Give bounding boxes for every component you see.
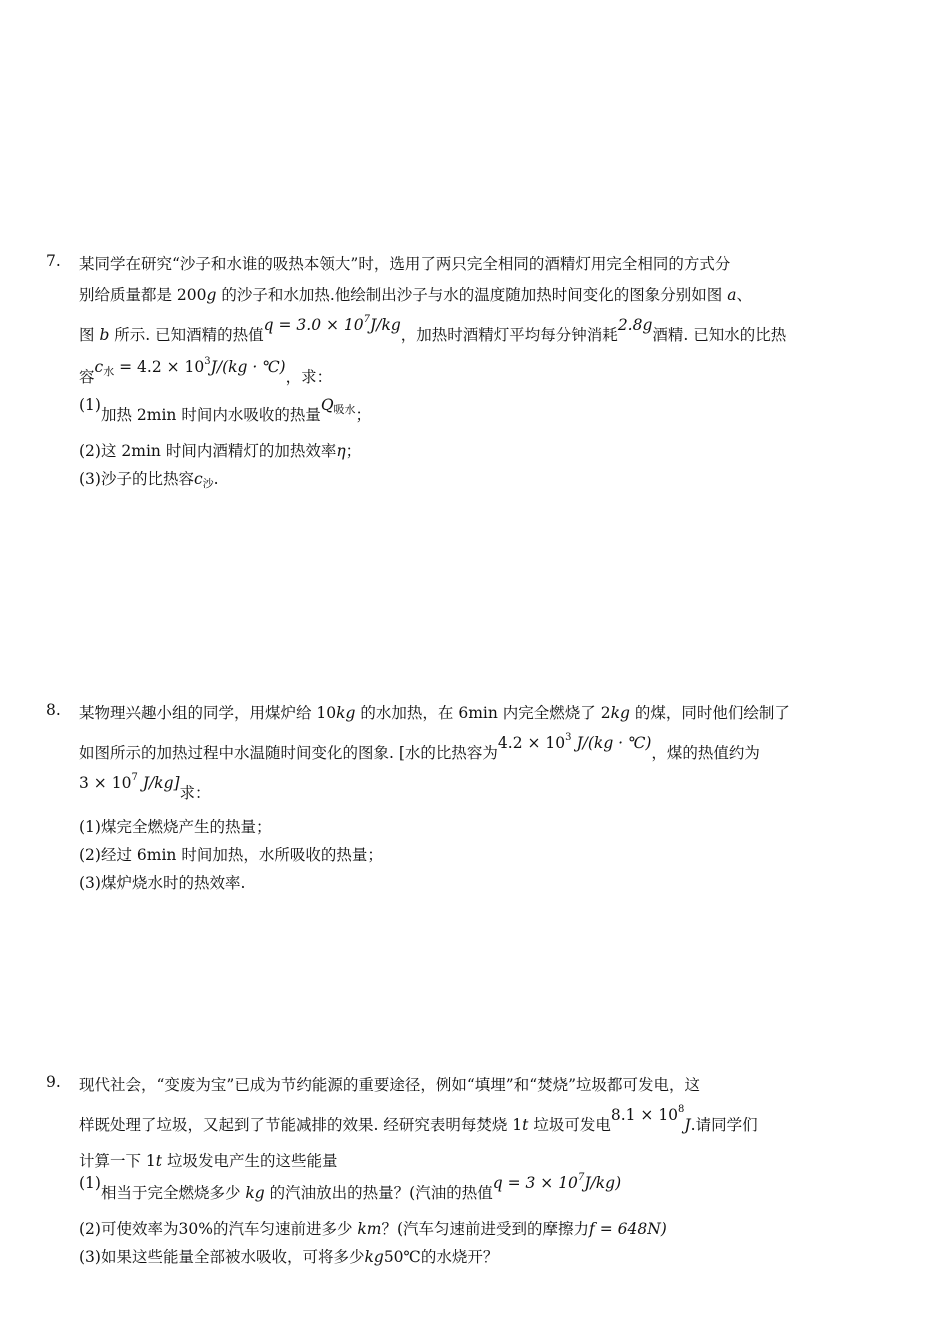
question-number: 7. [46,252,61,270]
question-number: 9. [46,1073,61,1091]
q7-part-3: (3)沙子的比热容c沙. [79,470,219,490]
question-body [79,252,806,489]
q8-line-2: 如图所示的加热过程中水温随时间变化的图象. [水的比热容为$4.2 \times 10^3$ J/(kg · ℃)，煤的热值约为 [79,732,760,762]
energy-value: $8.1 \times 10^8$ [610,1104,685,1124]
water-specific-heat: $4.2 \times 10^3$ J/(kg · ℃) [497,732,652,752]
q9-line-3: 计算一下 1t 垃圾发电产生的这些能量 [79,1152,338,1170]
gasoline-heat-value: $q = 3 \times 10^7J/kg$) [492,1172,622,1192]
q8-part-3: (3)煤炉烧水时的热效率. [79,874,246,892]
heat-value-formula: $q = 3.0 \times 10^7J/kg$ [263,314,401,334]
q9-line-1: 现代社会，“变废为宝”已成为节约能源的重要途径，例如“填埋”和“焚烧”垃圾都可发电，这 [79,1076,701,1094]
q7-line-2: 别给质量都是 200g 的沙子和水加热.他绘制出沙子与水的温度随加热时间变化的图象分别如图 a、 [79,286,753,304]
question-body [79,1073,806,1267]
q8-line-1: 某物理兴趣小组的同学，用煤炉给 10kg 的水加热，在 6min 内完全燃烧了 2kg 的煤，同时他们绘制了 [79,704,790,722]
coal-heat-value: $3 \times 10^7$ J/kg] [79,772,180,792]
q9-part-1: (1)相当于完全燃烧多少 kg 的汽油放出的热量？(汽油的热值$q = 3 \times 10^7J/kg$) [79,1172,622,1202]
q7-line-3: 图 b 所示. 已知酒精的热值$q = 3.0 \times 10^7J/kg$，加热时酒精灯平均每分钟消耗2.8g酒精. 已知水的比热 [79,314,787,344]
question-body [79,701,806,893]
q8-part-1: (1)煤完全燃烧产生的热量； [79,818,272,836]
q8-line-3: $3 \times 10^7$ J/kg]求： [79,772,211,802]
question-number: 8. [46,701,61,719]
q7-part-2: (2)这 2min 时间内酒精灯的加热效率η； [79,442,362,460]
q9-part-2: (2)可使效率为30%的汽车匀速前进多少 km？(汽车匀速前进受到的摩擦力f = 648N) [79,1220,667,1238]
specific-heat-formula: c水 = $4.2 \times 10^3J/(kg$ · ℃) [94,356,286,378]
question-7 [46,252,806,489]
q8-part-2: (2)经过 6min 时间加热，水所吸收的热量； [79,846,383,864]
question-8 [46,701,806,893]
q9-part-3: (3)如果这些能量全部被水吸收，可将多少kg50℃的水烧开？ [79,1248,499,1266]
q7-line-4: 容c水 = $4.2 \times 10^3J/(kg$ · ℃)，求： [79,356,333,386]
q7-part-1: (1)加热 2min 时间内水吸收的热量Q吸水； [79,396,372,424]
q9-line-2: 样既处理了垃圾，又起到了节能减排的效果. 经研究表明每焚烧 1t 垃圾可发电$8.1 \times 10^8J$.请同学们 [79,1104,758,1134]
question-9 [46,1073,806,1267]
q7-line-1: 某同学在研究“沙子和水谁的吸热本领大”时，选用了两只完全相同的酒精灯用完全相同的方式分 [79,255,731,273]
